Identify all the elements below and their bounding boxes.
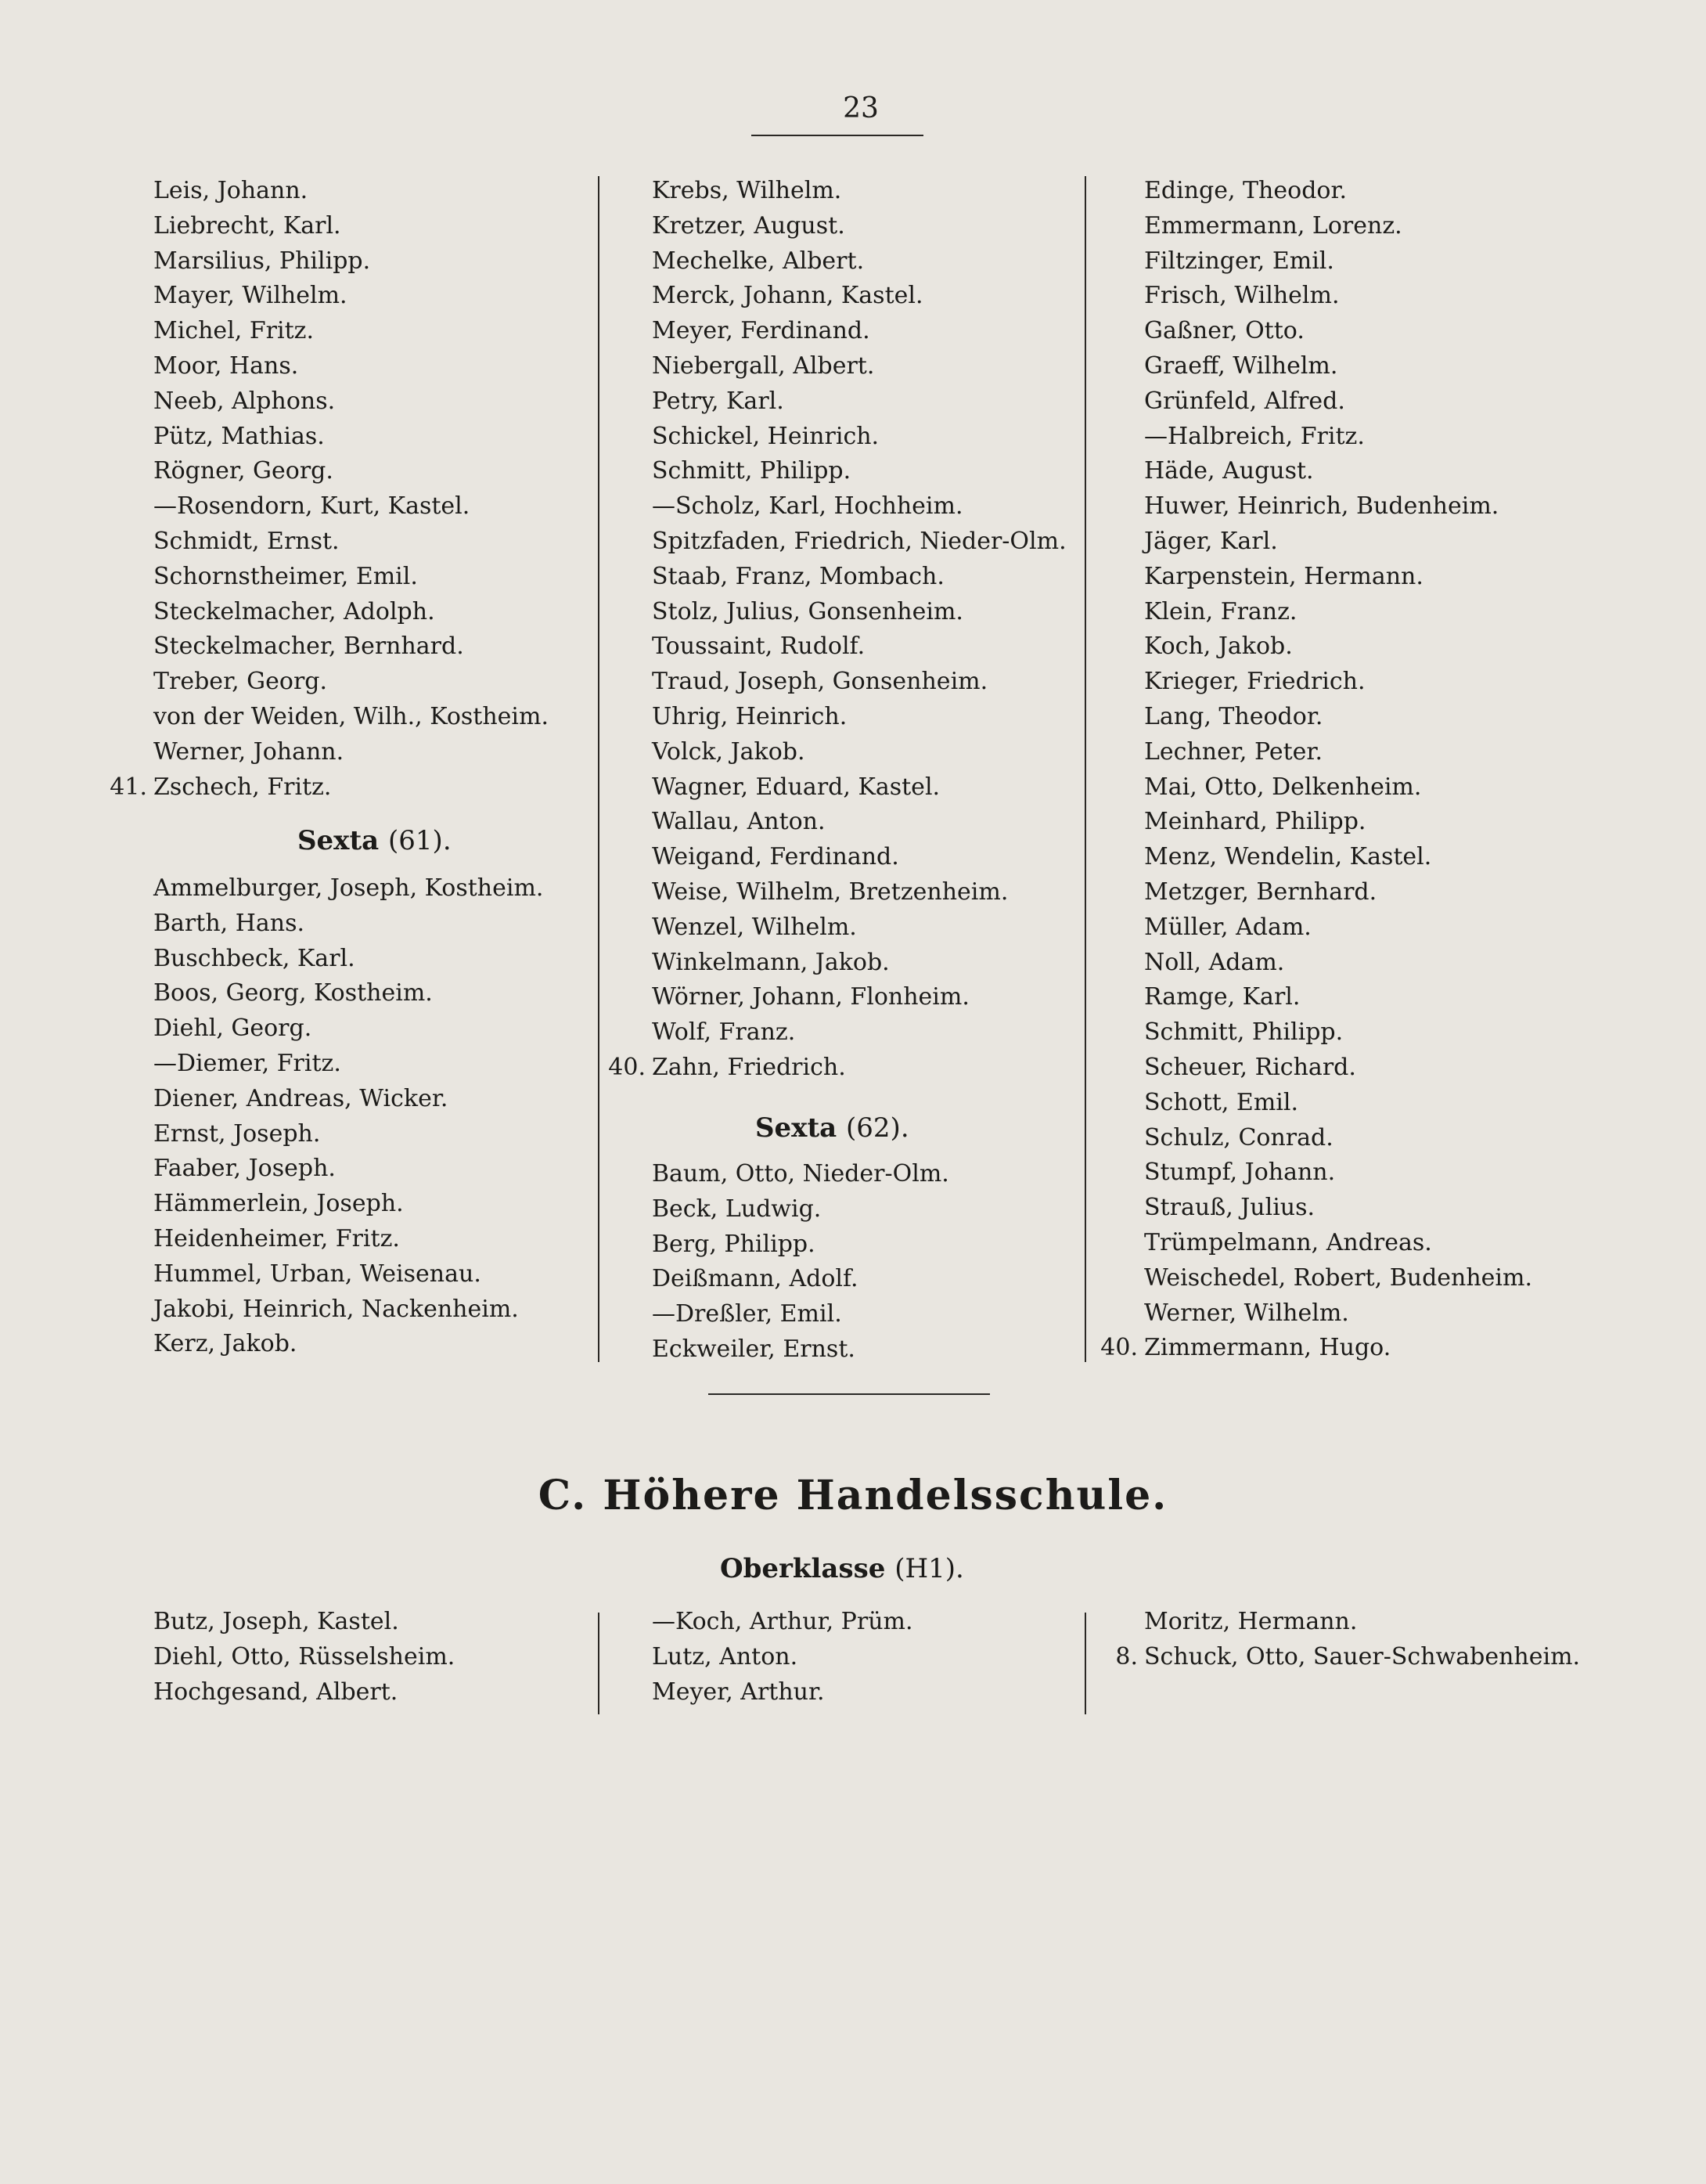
header-rule [751,135,923,136]
name-entry: Kretzer, August. [652,211,845,240]
name-entry: Winkelmann, Jakob. [652,948,890,976]
name-entry: Hochgesand, Albert. [153,1678,398,1706]
name-entry: Niebergall, Albert. [652,352,875,380]
name-entry: Meinhard, Philipp. [1144,808,1366,836]
name-entry: Meyer, Ferdinand. [652,317,870,345]
oberklasse-heading [720,1550,964,1588]
name-entry: Steckelmacher, Adolph. [153,597,435,625]
name-entry: Faaber, Joseph. [153,1155,336,1183]
entry-count: 40. [1100,1334,1138,1362]
name-entry: —Diemer, Fritz. [153,1050,341,1077]
name-entry: Grünfeld, Alfred. [1144,387,1345,415]
name-entry: Edinge, Theodor. [1144,177,1348,204]
name-entry: Stolz, Julius, Gonsenheim. [652,597,963,625]
name-entry: Graeff, Wilhelm. [1144,352,1338,380]
name-entry: Moor, Hans. [153,352,299,380]
page-number: 23 [843,92,879,124]
name-entry: Staab, Franz, Mombach. [652,562,945,590]
name-entry: Lechner, Peter. [1144,737,1323,766]
sexta-subtitle: (62). [846,1112,909,1144]
name-entry: Wörner, Johann, Flonheim. [652,983,970,1011]
name-entry: Werner, Johann. [153,737,344,766]
name-entry: Krebs, Wilhelm. [652,177,842,204]
name-entry: Koch, Jakob. [1144,632,1293,661]
entry-count: 40. [608,1054,646,1081]
name-entry: Deißmann, Adolf. [652,1265,858,1293]
class-title: Oberklasse [720,1553,886,1584]
name-entry: Emmermann, Lorenz. [1144,211,1402,240]
name-entry: Ammelburger, Joseph, Kostheim. [153,874,544,902]
name-entry: Hummel, Urban, Weisenau. [153,1260,481,1288]
name-entry: Huwer, Heinrich, Budenheim. [1144,492,1499,521]
name-entry: Schickel, Heinrich. [652,422,880,450]
name-entry: Mayer, Wilhelm. [153,282,347,310]
name-entry: Weischedel, Robert, Budenheim. [1144,1263,1533,1292]
name-entry: Zimmermann, Hugo. [1144,1334,1391,1362]
name-entry: Moritz, Hermann. [1144,1608,1358,1635]
name-entry: Heidenheimer, Fritz. [153,1225,400,1252]
name-entry: Steckelmacher, Bernhard. [153,632,464,661]
name-entry: —Dreßler, Emil. [652,1300,842,1328]
name-entry: Jäger, Karl. [1144,528,1278,555]
section-title: C. Höhere Handelsschule. [538,1472,1168,1519]
name-entry: Kerz, Jakob. [153,1330,297,1358]
name-entry: Wagner, Eduard, Kastel. [652,773,941,801]
column-divider-1 [598,176,599,1362]
section-separator [708,1393,990,1395]
name-entry: Schmitt, Philipp. [652,457,851,485]
name-entry: Diehl, Otto, Rüsselsheim. [153,1642,455,1670]
name-entry: Pütz, Mathias. [153,422,325,450]
name-entry: Volck, Jakob. [652,737,805,766]
name-entry: Rögner, Georg. [153,457,333,485]
name-entry: Mai, Otto, Delkenheim. [1144,773,1422,801]
name-entry: Berg, Philipp. [652,1230,815,1258]
name-entry: Beck, Ludwig. [652,1195,822,1223]
name-entry: Müller, Adam. [1144,913,1312,941]
class-subtitle: (H1). [894,1553,964,1584]
section-divider-2 [1085,1613,1086,1714]
name-entry: Buschbeck, Karl. [153,944,355,972]
name-entry: Noll, Adam. [1144,948,1285,976]
entry-count: 8. [1115,1642,1138,1670]
column-divider-2 [1085,176,1086,1362]
name-entry: Menz, Wendelin, Kastel. [1144,843,1432,871]
name-entry: Filtzinger, Emil. [1144,247,1334,275]
name-entry: Schmitt, Philipp. [1144,1018,1344,1047]
name-entry: Schmidt, Ernst. [153,528,340,555]
name-entry: Mechelke, Albert. [652,247,865,275]
name-entry: Leis, Johann. [153,177,308,204]
name-entry: von der Weiden, Wilh., Kostheim. [153,703,549,730]
name-entry: Toussaint, Rudolf. [652,632,866,661]
name-entry: Zschech, Fritz. [153,773,332,801]
name-entry: Weigand, Ferdinand. [652,843,899,871]
name-entry: Petry, Karl. [652,387,784,415]
name-entry: Schulz, Conrad. [1144,1123,1333,1151]
sexta-heading [755,1109,909,1147]
name-entry: Wolf, Franz. [652,1018,796,1047]
name-entry: Barth, Hans. [153,909,305,937]
name-entry: Traud, Joseph, Gonsenheim. [652,668,988,696]
name-entry: Diener, Andreas, Wicker. [153,1084,448,1112]
name-entry: Ernst, Joseph. [153,1119,321,1148]
name-entry: Krieger, Friedrich. [1144,668,1366,696]
name-entry: Marsilius, Philipp. [153,247,371,275]
name-entry: Michel, Fritz. [153,317,315,345]
sexta-title: Sexta [755,1112,847,1144]
name-entry: Wenzel, Wilhelm. [652,913,857,941]
entry-count: 41. [110,773,147,801]
sexta-title: Sexta [297,825,389,856]
name-entry: Butz, Joseph, Kastel. [153,1608,399,1635]
name-entry: Zahn, Friedrich. [652,1054,846,1081]
name-entry: Strauß, Julius. [1144,1194,1315,1222]
name-entry: Lang, Theodor. [1144,703,1323,730]
name-entry: Schott, Emil. [1144,1088,1298,1116]
name-entry: —Koch, Arthur, Prüm. [652,1608,913,1635]
name-entry: Eckweiler, Ernst. [652,1335,855,1363]
name-entry: Scheuer, Richard. [1144,1054,1356,1081]
name-entry: Neeb, Alphons. [153,387,336,415]
name-entry: Treber, Georg. [153,668,328,696]
name-entry: Metzger, Bernhard. [1144,878,1377,906]
name-entry: Jakobi, Heinrich, Nackenheim. [153,1295,519,1323]
sexta-heading [297,822,452,860]
name-entry: —Scholz, Karl, Hochheim. [652,492,963,521]
name-entry: Trümpelmann, Andreas. [1144,1229,1432,1256]
name-entry: Wallau, Anton. [652,808,826,836]
name-entry: Stumpf, Johann. [1144,1159,1336,1187]
name-entry: Schornstheimer, Emil. [153,562,418,590]
name-entry: Werner, Wilhelm. [1144,1299,1349,1327]
name-entry: Häde, August. [1144,457,1314,485]
section-divider-1 [598,1613,599,1714]
name-entry: —Rosendorn, Kurt, Kastel. [153,492,470,521]
name-entry: Ramge, Karl. [1144,983,1301,1011]
name-entry: —Halbreich, Fritz. [1144,422,1365,450]
name-entry: Meyer, Arthur. [652,1678,825,1706]
name-entry: Uhrig, Heinrich. [652,703,848,730]
name-entry: Hämmerlein, Joseph. [153,1190,404,1218]
name-entry: Spitzfaden, Friedrich, Nieder-Olm. [652,528,1067,555]
name-entry: Diehl, Georg. [153,1015,312,1043]
name-entry: Liebrecht, Karl. [153,211,341,240]
name-entry: Frisch, Wilhelm. [1144,282,1340,310]
name-entry: Schuck, Otto, Sauer-Schwabenheim. [1144,1642,1581,1670]
name-entry: Gaßner, Otto. [1144,317,1305,345]
name-entry: Weise, Wilhelm, Bretzenheim. [652,878,1009,906]
sexta-subtitle: (61). [388,825,452,856]
name-entry: Merck, Johann, Kastel. [652,282,923,310]
name-entry: Lutz, Anton. [652,1642,798,1670]
name-entry: Baum, Otto, Nieder-Olm. [652,1160,949,1188]
name-entry: Karpenstein, Hermann. [1144,562,1423,590]
name-entry: Boos, Georg, Kostheim. [153,979,433,1007]
name-entry: Klein, Franz. [1144,597,1297,625]
